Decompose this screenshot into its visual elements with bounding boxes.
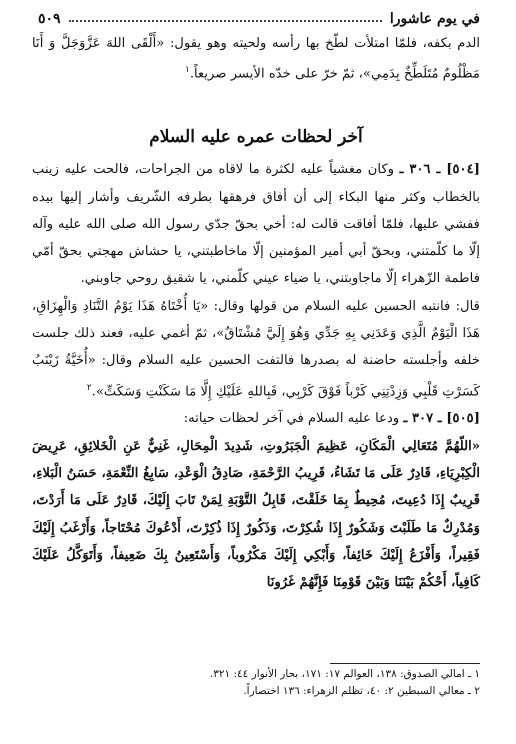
main-text — [32, 30, 480, 596]
running-title: في يوم عاشورا — [389, 11, 480, 27]
page-header — [38, 8, 480, 30]
page-number: ٥٠٩ — [38, 11, 61, 27]
footnote-ref: ٢ — [86, 382, 92, 393]
paragraph-505: [٥٠٥] ـ ٣٠٧ ـ ودعا عليه السلام في آخر لحظات حياته: — [183, 411, 480, 427]
paragraph-504: [٥٠٤] ـ ٣٠٦ ـ وكان مغشياً عليه لكثرة ما لاقاه من الجراحات، فالحت عليه زينب بالخطاب وكثر منها البكاء إلى أن أفاق فرهقها بطرفه الشّريف وأشار إليها بيده ففشي عليها، فلمّا أفاقت قالت له: أخي بحقّ جدّي رسول الله صلى الله عليه وآله إلّا ما كلّمتني، وبحقّ أبي أمير المؤمنين إلّا ماخاطبتني، يا حشاش مهجتي بحقّ أمّي فاطمة الزّهراء إلّا ماجاوبتني، يا ضياء عيني كلّمني، يا شقيق روحي جاوبني. — [32, 162, 480, 287]
section-title: آخر لحظات عمره عليه السلام — [149, 126, 363, 147]
paragraph-number: [٥٠٤] ـ ٣٠٦ ـ — [399, 162, 480, 178]
footnotes — [30, 663, 480, 700]
footnote-2: ٢ ـ معالي السبطين ٢: ٤٠، تظلم الزهراء: ١٣٦ اختصاراً. — [243, 685, 480, 697]
header-dotted-rule — [69, 20, 382, 22]
paragraph-husayn-reply: قال: فانتبه الحسين عليه السلام من قولها وقال: «يَا أُخْتَاهُ هَذَا يَوْمُ التَّنَادِ وَالْهِزَاقِ، هَذَا الْيَوْمُ الَّذِي وَعَدَنِي بِهِ جَدِّي وَهُوَ إِلَيَّ مُشْتَاقٌ»، ثمّ أغمي عليه، فعند ذلك جلست خلفه وأجلسته حاضنة له بصدرها فالتفت الحسين عليه السلام وقال: «أُخَيَّةُ زَيْنَبُ كَسَرْتِ قَلْبِي وَزِدْتِنِي كَرْباً فَوْقَ كَرْبِي، فَبِاللهِ عَلَيْكِ إِلَّا مَا سَكَنْتِ وَسَكَتِّ».$^٢$ — [32, 298, 480, 400]
supplication-text: «اللّهُمَّ مُتَعَالِي الْمَكَانِ، عَظِيمَ الْجَبَرُوتِ، شَدِيدَ الْمِحَالِ، غَنِيٌّ عَنِ الْخَلائِقِ، عَرِيضَ الْكِبْرِيَاءِ، قَادِرٌ عَلَى مَا تَشَاءُ، قَرِيبُ الرَّحْمَةِ، صَادِقُ الْوَعْدِ، سَابِغُ النِّعْمَةِ، حَسَنُ الْبَلاءِ، قَرِيبٌ إِذَا دُعِيتَ، مُحِيطٌ بِمَا خَلَقْتَ، قَابِلُ التَّوْبَةِ لِمَنْ تَابَ إِلَيْكَ، قَادِرٌ عَلَى مَا أَرَدْتَ، وَمُدْرِكٌ مَا طَلَبْتَ وَشَكُورٌ إِذَا شُكِرْتَ، وَذَكُورٌ إِذَا ذُكِرْتَ، أَدْعُوكَ مُحْتَاجاً، وَأَرْغَبُ إِلَيْكَ فَقِيراً، وَأَفْزَعُ إِلَيْكَ خَائِفاً، وَأَبْكِي إِلَيْكَ مَكْرُوباً، وَأَسْتَعِينُ بِكَ ضَعِيفاً، وَأَتَوَكَّلُ عَلَيْكَ كَافِياً، أَحْكُمْ بَيْنَنَا وَبَيْنَ قَوْمِنَا فَإِنَّهُمْ غَرُونَا — [32, 438, 480, 591]
paragraph-continuation: الدم بكفه، فلمّا امتلأت لطّخ بها رأسه ولحيته وهو يقول: «أَلْقَى اللهَ عَزَّوَجَلَّ وَ أَنَا مَظْلُومٌ مُتَلَطِّخٌ بِدَمِي»، ثمّ خرّ على خدّه الأيسر صريعاً.$^١$ — [32, 36, 480, 82]
paragraph-number: [٥٠٥] ـ ٣٠٧ ـ — [403, 411, 480, 427]
footnote-1: ١ ـ امالي الصدوق: ١٣٨، العوالم ١٧: ١٧١، بحار الأنوار ٤٤: ٣٢١. — [209, 668, 480, 680]
footnote-ref: ١ — [184, 65, 190, 76]
footnote-separator — [330, 663, 480, 664]
